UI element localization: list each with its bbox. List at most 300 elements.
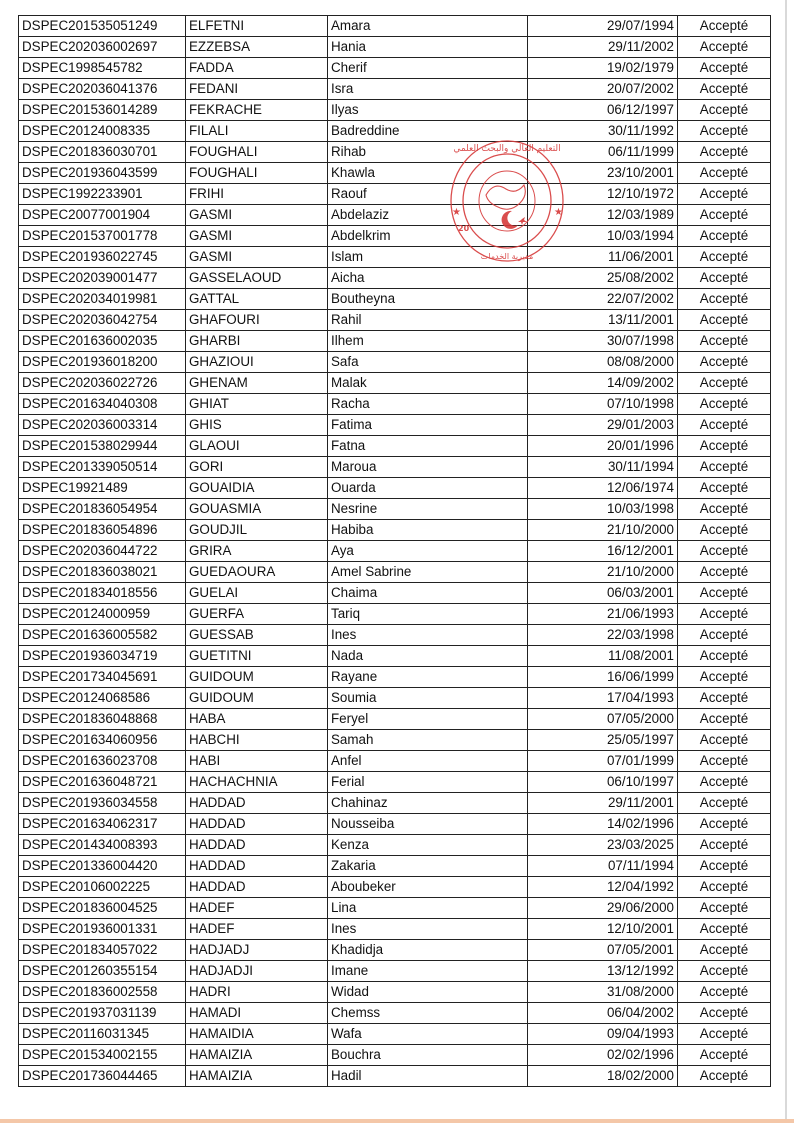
cell-code: DSPEC201836054896: [19, 520, 186, 541]
table-row: [19, 1003, 771, 1024]
cell-last-name: GRIRA: [186, 541, 328, 562]
cell-last-name: FILALI: [186, 121, 328, 142]
cell-first-name: Habiba: [328, 520, 528, 541]
table-row: [19, 940, 771, 961]
cell-last-name: HAMAIZIA: [186, 1045, 328, 1066]
cell-last-name: EZZEBSA: [186, 37, 328, 58]
cell-status: Accepté: [678, 1045, 771, 1066]
cell-first-name: Rayane: [328, 667, 528, 688]
cell-first-name: Fatima: [328, 415, 528, 436]
cell-birth-date: 30/07/1998: [528, 331, 678, 352]
cell-birth-date: 12/10/1972: [528, 184, 678, 205]
cell-first-name: Abdelaziz: [328, 205, 528, 226]
cell-code: DSPEC201936034558: [19, 793, 186, 814]
cell-status: Accepté: [678, 226, 771, 247]
cell-first-name: Aboubeker: [328, 877, 528, 898]
cell-last-name: FADDA: [186, 58, 328, 79]
cell-code: DSPEC201336004420: [19, 856, 186, 877]
cell-birth-date: 06/12/1997: [528, 100, 678, 121]
cell-first-name: Ferial: [328, 772, 528, 793]
cell-status: Accepté: [678, 898, 771, 919]
cell-birth-date: 07/05/2001: [528, 940, 678, 961]
cell-status: Accepté: [678, 1066, 771, 1087]
cell-code: DSPEC201535051249: [19, 16, 186, 37]
table-row: [19, 58, 771, 79]
cell-last-name: ELFETNI: [186, 16, 328, 37]
cell-status: Accepté: [678, 793, 771, 814]
cell-code: DSPEC202034019981: [19, 289, 186, 310]
table-row: [19, 142, 771, 163]
table-row: [19, 226, 771, 247]
cell-status: Accepté: [678, 163, 771, 184]
cell-last-name: HADDAD: [186, 835, 328, 856]
table-row: [19, 1066, 771, 1087]
table-row: [19, 79, 771, 100]
cell-first-name: Safa: [328, 352, 528, 373]
table-row: [19, 352, 771, 373]
cell-last-name: HADDAD: [186, 814, 328, 835]
cell-status: Accepté: [678, 478, 771, 499]
cell-first-name: Raouf: [328, 184, 528, 205]
cell-code: DSPEC201634060956: [19, 730, 186, 751]
cell-birth-date: 31/08/2000: [528, 982, 678, 1003]
cell-status: Accepté: [678, 79, 771, 100]
table-row: [19, 814, 771, 835]
cell-first-name: Hadil: [328, 1066, 528, 1087]
cell-birth-date: 29/01/2003: [528, 415, 678, 436]
cell-first-name: Feryel: [328, 709, 528, 730]
cell-code: DSPEC20077001904: [19, 205, 186, 226]
cell-last-name: GHARBI: [186, 331, 328, 352]
stamp-star-left: ★: [452, 207, 461, 218]
table-row: [19, 37, 771, 58]
cell-status: Accepté: [678, 247, 771, 268]
cell-status: Accepté: [678, 646, 771, 667]
cell-birth-date: 10/03/1998: [528, 499, 678, 520]
cell-code: DSPEC201834057022: [19, 940, 186, 961]
cell-first-name: Hania: [328, 37, 528, 58]
table-row: [19, 184, 771, 205]
cell-code: DSPEC202036041376: [19, 79, 186, 100]
cell-status: Accepté: [678, 856, 771, 877]
cell-last-name: HAMAIDIA: [186, 1024, 328, 1045]
cell-first-name: Fatna: [328, 436, 528, 457]
cell-birth-date: 18/02/2000: [528, 1066, 678, 1087]
cell-birth-date: 16/12/2001: [528, 541, 678, 562]
table-row: [19, 394, 771, 415]
table-row: [19, 499, 771, 520]
cell-status: Accepté: [678, 1003, 771, 1024]
cell-code: DSPEC201636023708: [19, 751, 186, 772]
cell-first-name: Badreddine: [328, 121, 528, 142]
cell-last-name: GUELAI: [186, 583, 328, 604]
cell-first-name: Ilyas: [328, 100, 528, 121]
table-row: [19, 604, 771, 625]
table-row: [19, 457, 771, 478]
table-row: [19, 163, 771, 184]
cell-first-name: Nesrine: [328, 499, 528, 520]
table-row: [19, 373, 771, 394]
cell-status: Accepté: [678, 268, 771, 289]
cell-last-name: HADEF: [186, 898, 328, 919]
cell-birth-date: 10/03/1994: [528, 226, 678, 247]
cell-first-name: Cherif: [328, 58, 528, 79]
table-row: [19, 562, 771, 583]
table-row: [19, 121, 771, 142]
cell-last-name: HABCHI: [186, 730, 328, 751]
cell-status: Accepté: [678, 982, 771, 1003]
cell-last-name: GASMI: [186, 247, 328, 268]
cell-birth-date: 02/02/1996: [528, 1045, 678, 1066]
cell-code: DSPEC201936001331: [19, 919, 186, 940]
cell-code: DSPEC1998545782: [19, 58, 186, 79]
cell-code: DSPEC201734045691: [19, 667, 186, 688]
table-row: [19, 709, 771, 730]
cell-last-name: HADDAD: [186, 877, 328, 898]
cell-code: DSPEC20106002225: [19, 877, 186, 898]
cell-status: Accepté: [678, 520, 771, 541]
cell-birth-date: 08/08/2000: [528, 352, 678, 373]
cell-birth-date: 12/04/1992: [528, 877, 678, 898]
cell-code: DSPEC20124068586: [19, 688, 186, 709]
table-row: [19, 877, 771, 898]
cell-status: Accepté: [678, 58, 771, 79]
page-edge-line: [785, 0, 787, 1123]
cell-status: Accepté: [678, 121, 771, 142]
cell-last-name: GUETITNI: [186, 646, 328, 667]
cell-first-name: Kenza: [328, 835, 528, 856]
cell-first-name: Lina: [328, 898, 528, 919]
cell-status: Accepté: [678, 604, 771, 625]
stamp-star-right: ★: [554, 207, 563, 218]
cell-last-name: GASSELAOUD: [186, 268, 328, 289]
cell-code: DSPEC201634040308: [19, 394, 186, 415]
cell-status: Accepté: [678, 667, 771, 688]
cell-code: DSPEC201736044465: [19, 1066, 186, 1087]
cell-code: DSPEC201636002035: [19, 331, 186, 352]
table-row: [19, 205, 771, 226]
cell-birth-date: 30/11/1992: [528, 121, 678, 142]
cell-birth-date: 20/07/2002: [528, 79, 678, 100]
cell-last-name: HABI: [186, 751, 328, 772]
cell-last-name: GHIS: [186, 415, 328, 436]
cell-birth-date: 22/03/1998: [528, 625, 678, 646]
cell-code: DSPEC202036044722: [19, 541, 186, 562]
cell-last-name: HADRI: [186, 982, 328, 1003]
table-row: [19, 1045, 771, 1066]
cell-code: DSPEC201836004525: [19, 898, 186, 919]
cell-status: Accepté: [678, 37, 771, 58]
cell-first-name: Tariq: [328, 604, 528, 625]
cell-code: DSPEC201537001778: [19, 226, 186, 247]
cell-status: Accepté: [678, 457, 771, 478]
cell-birth-date: 06/04/2002: [528, 1003, 678, 1024]
cell-last-name: FOUGHALI: [186, 163, 328, 184]
cell-first-name: Isra: [328, 79, 528, 100]
cell-status: Accepté: [678, 394, 771, 415]
cell-birth-date: 13/11/2001: [528, 310, 678, 331]
cell-first-name: Widad: [328, 982, 528, 1003]
cell-status: Accepté: [678, 835, 771, 856]
cell-first-name: Boutheyna: [328, 289, 528, 310]
cell-status: Accepté: [678, 961, 771, 982]
cell-last-name: HADJADJ: [186, 940, 328, 961]
cell-code: DSPEC20116031345: [19, 1024, 186, 1045]
cell-last-name: GUESSAB: [186, 625, 328, 646]
cell-birth-date: 22/07/2002: [528, 289, 678, 310]
cell-first-name: Anfel: [328, 751, 528, 772]
cell-status: Accepté: [678, 373, 771, 394]
table-row: [19, 583, 771, 604]
table-row: [19, 898, 771, 919]
cell-code: DSPEC201836002558: [19, 982, 186, 1003]
table-row: [19, 667, 771, 688]
cell-code: DSPEC202036022726: [19, 373, 186, 394]
cell-code: DSPEC201836048868: [19, 709, 186, 730]
cell-code: DSPEC201836054954: [19, 499, 186, 520]
page-bottom-strip: [0, 1119, 794, 1123]
results-table: [18, 15, 771, 1087]
cell-last-name: GATTAL: [186, 289, 328, 310]
cell-first-name: Chahinaz: [328, 793, 528, 814]
cell-last-name: HADDAD: [186, 856, 328, 877]
cell-first-name: Samah: [328, 730, 528, 751]
cell-status: Accepté: [678, 352, 771, 373]
table-row: [19, 982, 771, 1003]
cell-status: Accepté: [678, 688, 771, 709]
cell-code: DSPEC202036042754: [19, 310, 186, 331]
cell-birth-date: 30/11/1994: [528, 457, 678, 478]
cell-birth-date: 09/04/1993: [528, 1024, 678, 1045]
cell-birth-date: 14/09/2002: [528, 373, 678, 394]
cell-last-name: GLAOUI: [186, 436, 328, 457]
cell-code: DSPEC202036003314: [19, 415, 186, 436]
cell-birth-date: 12/03/1989: [528, 205, 678, 226]
cell-first-name: Chemss: [328, 1003, 528, 1024]
table-row: [19, 625, 771, 646]
cell-first-name: Amel Sabrine: [328, 562, 528, 583]
cell-code: DSPEC201339050514: [19, 457, 186, 478]
cell-code: DSPEC201936043599: [19, 163, 186, 184]
cell-first-name: Amara: [328, 16, 528, 37]
cell-first-name: Khadidja: [328, 940, 528, 961]
cell-birth-date: 06/03/2001: [528, 583, 678, 604]
cell-birth-date: 14/02/1996: [528, 814, 678, 835]
cell-last-name: GHENAM: [186, 373, 328, 394]
cell-last-name: HADEF: [186, 919, 328, 940]
cell-status: Accepté: [678, 415, 771, 436]
cell-first-name: Islam: [328, 247, 528, 268]
table-row: [19, 478, 771, 499]
cell-status: Accepté: [678, 499, 771, 520]
cell-first-name: Aya: [328, 541, 528, 562]
cell-birth-date: 11/08/2001: [528, 646, 678, 667]
cell-status: Accepté: [678, 331, 771, 352]
cell-last-name: HADJADJI: [186, 961, 328, 982]
cell-last-name: HADDAD: [186, 793, 328, 814]
stamp-bottom-text: مديرية الخدمات: [480, 252, 534, 261]
cell-first-name: Ouarda: [328, 478, 528, 499]
cell-first-name: Soumia: [328, 688, 528, 709]
cell-last-name: GASMI: [186, 226, 328, 247]
cell-last-name: GHAZIOUI: [186, 352, 328, 373]
cell-status: Accepté: [678, 877, 771, 898]
cell-status: Accepté: [678, 436, 771, 457]
table-row: [19, 1024, 771, 1045]
cell-last-name: GORI: [186, 457, 328, 478]
table-row: [19, 520, 771, 541]
cell-birth-date: 29/07/1994: [528, 16, 678, 37]
cell-status: Accepté: [678, 709, 771, 730]
cell-last-name: FOUGHALI: [186, 142, 328, 163]
cell-status: Accepté: [678, 289, 771, 310]
cell-birth-date: 19/02/1979: [528, 58, 678, 79]
cell-birth-date: 12/10/2001: [528, 919, 678, 940]
cell-last-name: FEKRACHE: [186, 100, 328, 121]
cell-code: DSPEC201636005582: [19, 625, 186, 646]
cell-birth-date: 29/06/2000: [528, 898, 678, 919]
table-row: [19, 289, 771, 310]
table-row: [19, 247, 771, 268]
cell-birth-date: 23/03/2025: [528, 835, 678, 856]
cell-first-name: Zakaria: [328, 856, 528, 877]
cell-first-name: Bouchra: [328, 1045, 528, 1066]
cell-birth-date: 07/11/1994: [528, 856, 678, 877]
cell-status: Accepté: [678, 730, 771, 751]
cell-birth-date: 21/06/1993: [528, 604, 678, 625]
cell-first-name: Ines: [328, 919, 528, 940]
results-sheet: [18, 15, 770, 1087]
results-table-body: [19, 16, 771, 1087]
cell-last-name: GOUASMIA: [186, 499, 328, 520]
cell-birth-date: 29/11/2002: [528, 37, 678, 58]
table-row: [19, 268, 771, 289]
table-row: [19, 835, 771, 856]
cell-first-name: Malak: [328, 373, 528, 394]
cell-code: DSPEC201937031139: [19, 1003, 186, 1024]
cell-code: DSPEC20124008335: [19, 121, 186, 142]
cell-last-name: HACHACHNIA: [186, 772, 328, 793]
cell-last-name: GHAFOURI: [186, 310, 328, 331]
cell-code: DSPEC201836030701: [19, 142, 186, 163]
cell-status: Accepté: [678, 562, 771, 583]
cell-first-name: Ines: [328, 625, 528, 646]
cell-birth-date: 23/10/2001: [528, 163, 678, 184]
cell-first-name: Racha: [328, 394, 528, 415]
table-row: [19, 331, 771, 352]
cell-code: DSPEC20124000959: [19, 604, 186, 625]
cell-last-name: HAMAIZIA: [186, 1066, 328, 1087]
cell-status: Accepté: [678, 205, 771, 226]
cell-birth-date: 12/06/1974: [528, 478, 678, 499]
cell-status: Accepté: [678, 1024, 771, 1045]
cell-first-name: Aicha: [328, 268, 528, 289]
cell-first-name: Wafa: [328, 1024, 528, 1045]
table-row: [19, 961, 771, 982]
table-row: [19, 436, 771, 457]
table-row: [19, 415, 771, 436]
cell-first-name: Rahil: [328, 310, 528, 331]
table-row: [19, 100, 771, 121]
cell-last-name: HAMADI: [186, 1003, 328, 1024]
cell-code: DSPEC201936034719: [19, 646, 186, 667]
table-row: [19, 793, 771, 814]
cell-first-name: Abdelkrim: [328, 226, 528, 247]
table-row: [19, 688, 771, 709]
cell-status: Accepté: [678, 541, 771, 562]
table-row: [19, 16, 771, 37]
cell-birth-date: 07/10/1998: [528, 394, 678, 415]
cell-first-name: Khawla: [328, 163, 528, 184]
cell-status: Accepté: [678, 919, 771, 940]
cell-code: DSPEC201434008393: [19, 835, 186, 856]
cell-first-name: Chaima: [328, 583, 528, 604]
cell-birth-date: 17/04/1993: [528, 688, 678, 709]
cell-first-name: Nousseiba: [328, 814, 528, 835]
cell-birth-date: 21/10/2000: [528, 562, 678, 583]
cell-last-name: GOUAIDIA: [186, 478, 328, 499]
cell-birth-date: 16/06/1999: [528, 667, 678, 688]
cell-status: Accepté: [678, 310, 771, 331]
cell-code: DSPEC202039001477: [19, 268, 186, 289]
cell-status: Accepté: [678, 184, 771, 205]
cell-last-name: GUERFA: [186, 604, 328, 625]
cell-code: DSPEC201936018200: [19, 352, 186, 373]
cell-code: DSPEC19921489: [19, 478, 186, 499]
cell-birth-date: 06/10/1997: [528, 772, 678, 793]
cell-first-name: Rihab: [328, 142, 528, 163]
cell-status: Accepté: [678, 751, 771, 772]
cell-code: DSPEC201836038021: [19, 562, 186, 583]
table-row: [19, 541, 771, 562]
cell-first-name: Maroua: [328, 457, 528, 478]
cell-status: Accepté: [678, 142, 771, 163]
cell-birth-date: 11/06/2001: [528, 247, 678, 268]
cell-first-name: Ilhem: [328, 331, 528, 352]
cell-last-name: GHIAT: [186, 394, 328, 415]
table-row: [19, 730, 771, 751]
cell-birth-date: 06/11/1999: [528, 142, 678, 163]
table-row: [19, 751, 771, 772]
cell-birth-date: 21/10/2000: [528, 520, 678, 541]
cell-birth-date: 07/05/2000: [528, 709, 678, 730]
table-row: [19, 919, 771, 940]
cell-status: Accepté: [678, 100, 771, 121]
stamp-year-text: 20: [458, 224, 470, 233]
table-row: [19, 310, 771, 331]
cell-status: Accepté: [678, 625, 771, 646]
cell-birth-date: 13/12/1992: [528, 961, 678, 982]
cell-birth-date: 20/01/1996: [528, 436, 678, 457]
cell-last-name: FRIHI: [186, 184, 328, 205]
cell-birth-date: 25/08/2002: [528, 268, 678, 289]
cell-code: DSPEC201536014289: [19, 100, 186, 121]
stamp-top-text: التعليم العالي والبحث العلمي: [453, 144, 561, 154]
cell-birth-date: 07/01/1999: [528, 751, 678, 772]
cell-code: DSPEC201634062317: [19, 814, 186, 835]
cell-code: DSPEC202036002697: [19, 37, 186, 58]
cell-status: Accepté: [678, 583, 771, 604]
cell-last-name: GUIDOUM: [186, 688, 328, 709]
cell-code: DSPEC201538029944: [19, 436, 186, 457]
cell-status: Accepté: [678, 772, 771, 793]
cell-code: DSPEC1992233901: [19, 184, 186, 205]
cell-last-name: GUEDAOURA: [186, 562, 328, 583]
cell-first-name: Imane: [328, 961, 528, 982]
cell-code: DSPEC201534002155: [19, 1045, 186, 1066]
cell-last-name: HABA: [186, 709, 328, 730]
cell-last-name: FEDANI: [186, 79, 328, 100]
